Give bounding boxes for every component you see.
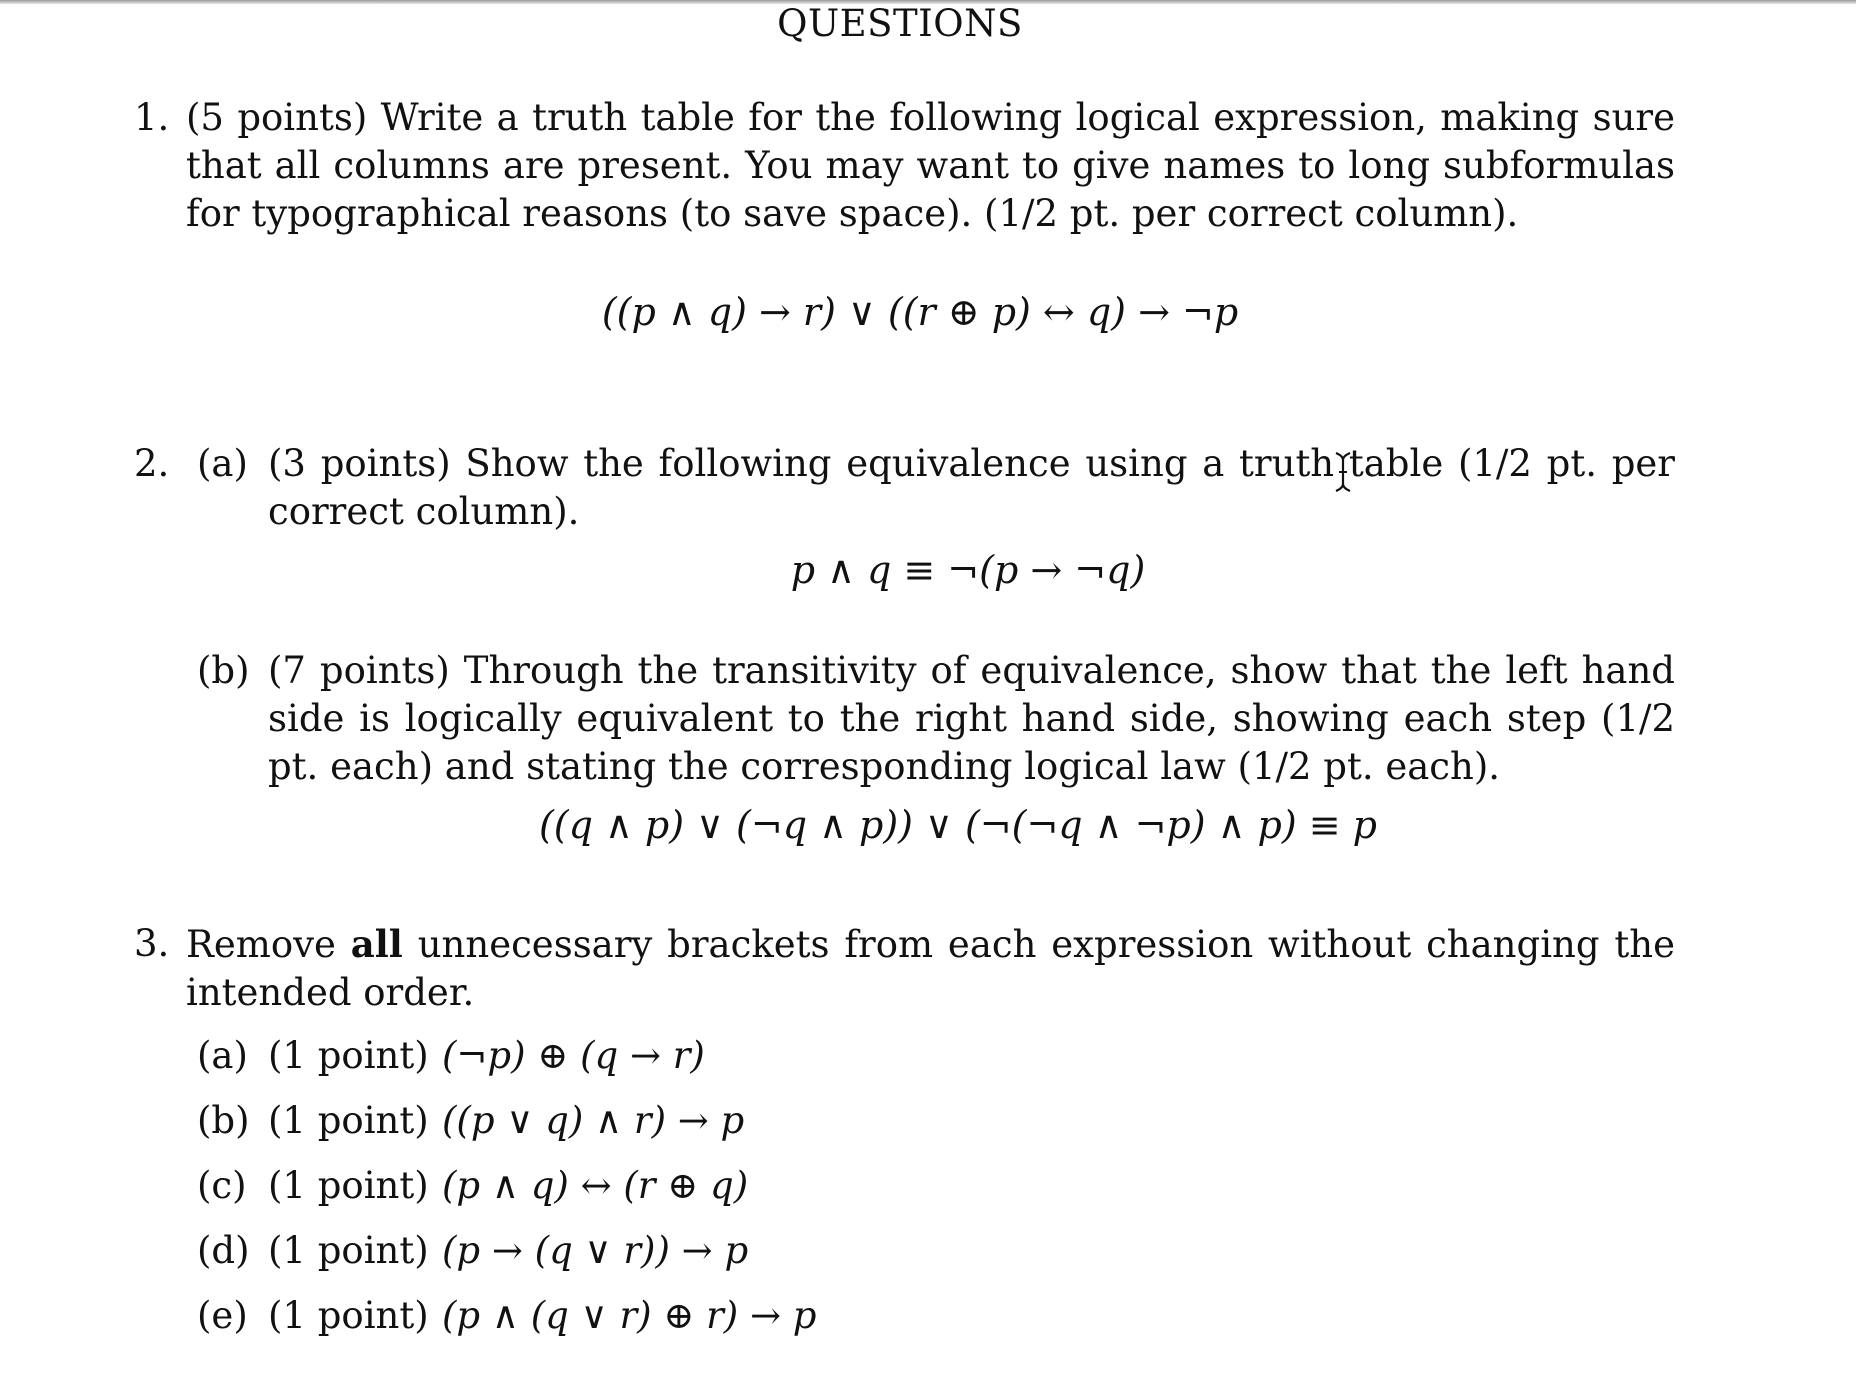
question-3d-expression: (p → (q ∨ r)) → p: [442, 1229, 749, 1272]
question-3d-label: (d): [197, 1229, 250, 1272]
question-2a-text: (3 points) Show the following equivalence using a truth table (1/2 pt. per correct column).: [268, 442, 1675, 533]
question-3d-points: (1 point): [268, 1229, 429, 1272]
question-1-text: (5 points) Write a truth table for the following logical expression, making sure that all columns are present. You may want to give names to long subformulas for typographical reasons (to save space). (1/2 pt. per correct column).: [186, 96, 1675, 235]
question-3c-expression: (p ∧ q) ↔ (r ⊕ q): [442, 1164, 749, 1207]
question-2-number: 2.: [134, 442, 170, 485]
question-3b-points: (1 point): [268, 1099, 429, 1142]
question-3-text: [186, 920, 1675, 1017]
question-3e-points: (1 point): [268, 1294, 429, 1337]
question-3c-label: (c): [197, 1164, 247, 1207]
question-3-text-before: Remove: [186, 923, 351, 966]
question-2a-formula: [0, 546, 1856, 594]
question-3e: [0, 1288, 1856, 1344]
question-3d: [0, 1223, 1856, 1279]
text-cursor-icon: [1334, 450, 1352, 494]
question-3a-expression: (¬p) ⊕ (q → r): [442, 1034, 705, 1077]
question-2a-formula-text: p ∧ q ≡ ¬(p → ¬q): [790, 548, 1146, 592]
question-3c: [0, 1158, 1856, 1214]
question-3e-expression: (p ∧ (q ∨ r) ⊕ r) → p: [442, 1294, 817, 1337]
question-1-formula: [0, 288, 1856, 336]
question-3-text-bold: all: [350, 922, 403, 966]
question-2b-formula-text: ((q ∧ p) ∨ (¬q ∧ p)) ∨ (¬(¬q ∧ ¬p) ∧ p) ≡ p: [538, 803, 1378, 847]
question-3-number: 3.: [134, 922, 170, 965]
question-2b-formula: [0, 801, 1856, 849]
question-3a-label: (a): [197, 1034, 248, 1077]
question-3-text-after: unnecessary brackets from each expression without changing the intended order.: [186, 923, 1675, 1014]
question-1-formula-text: ((p ∧ q) → r) ∨ ((r ⊕ p) ↔ q) → ¬p: [601, 290, 1239, 334]
page-title: QUESTIONS: [777, 2, 1023, 45]
question-3e-label: (e): [197, 1294, 248, 1337]
question-3c-points: (1 point): [268, 1164, 429, 1207]
question-3a: [0, 1028, 1856, 1084]
question-2a-label: (a): [197, 442, 248, 485]
question-1-number: 1.: [134, 96, 170, 139]
question-2b-text: (7 points) Through the transitivity of equivalence, show that the left hand side is logically equivalent to the right hand side, showing each step (1/2 pt. each) and stating the corresponding logical law (1/2 pt. each).: [268, 649, 1675, 788]
question-2b-label: (b): [197, 649, 250, 692]
question-3b-label: (b): [197, 1099, 250, 1142]
question-3b-expression: ((p ∨ q) ∧ r) → p: [442, 1099, 745, 1142]
question-3a-points: (1 point): [268, 1034, 429, 1077]
question-3b: [0, 1093, 1856, 1149]
